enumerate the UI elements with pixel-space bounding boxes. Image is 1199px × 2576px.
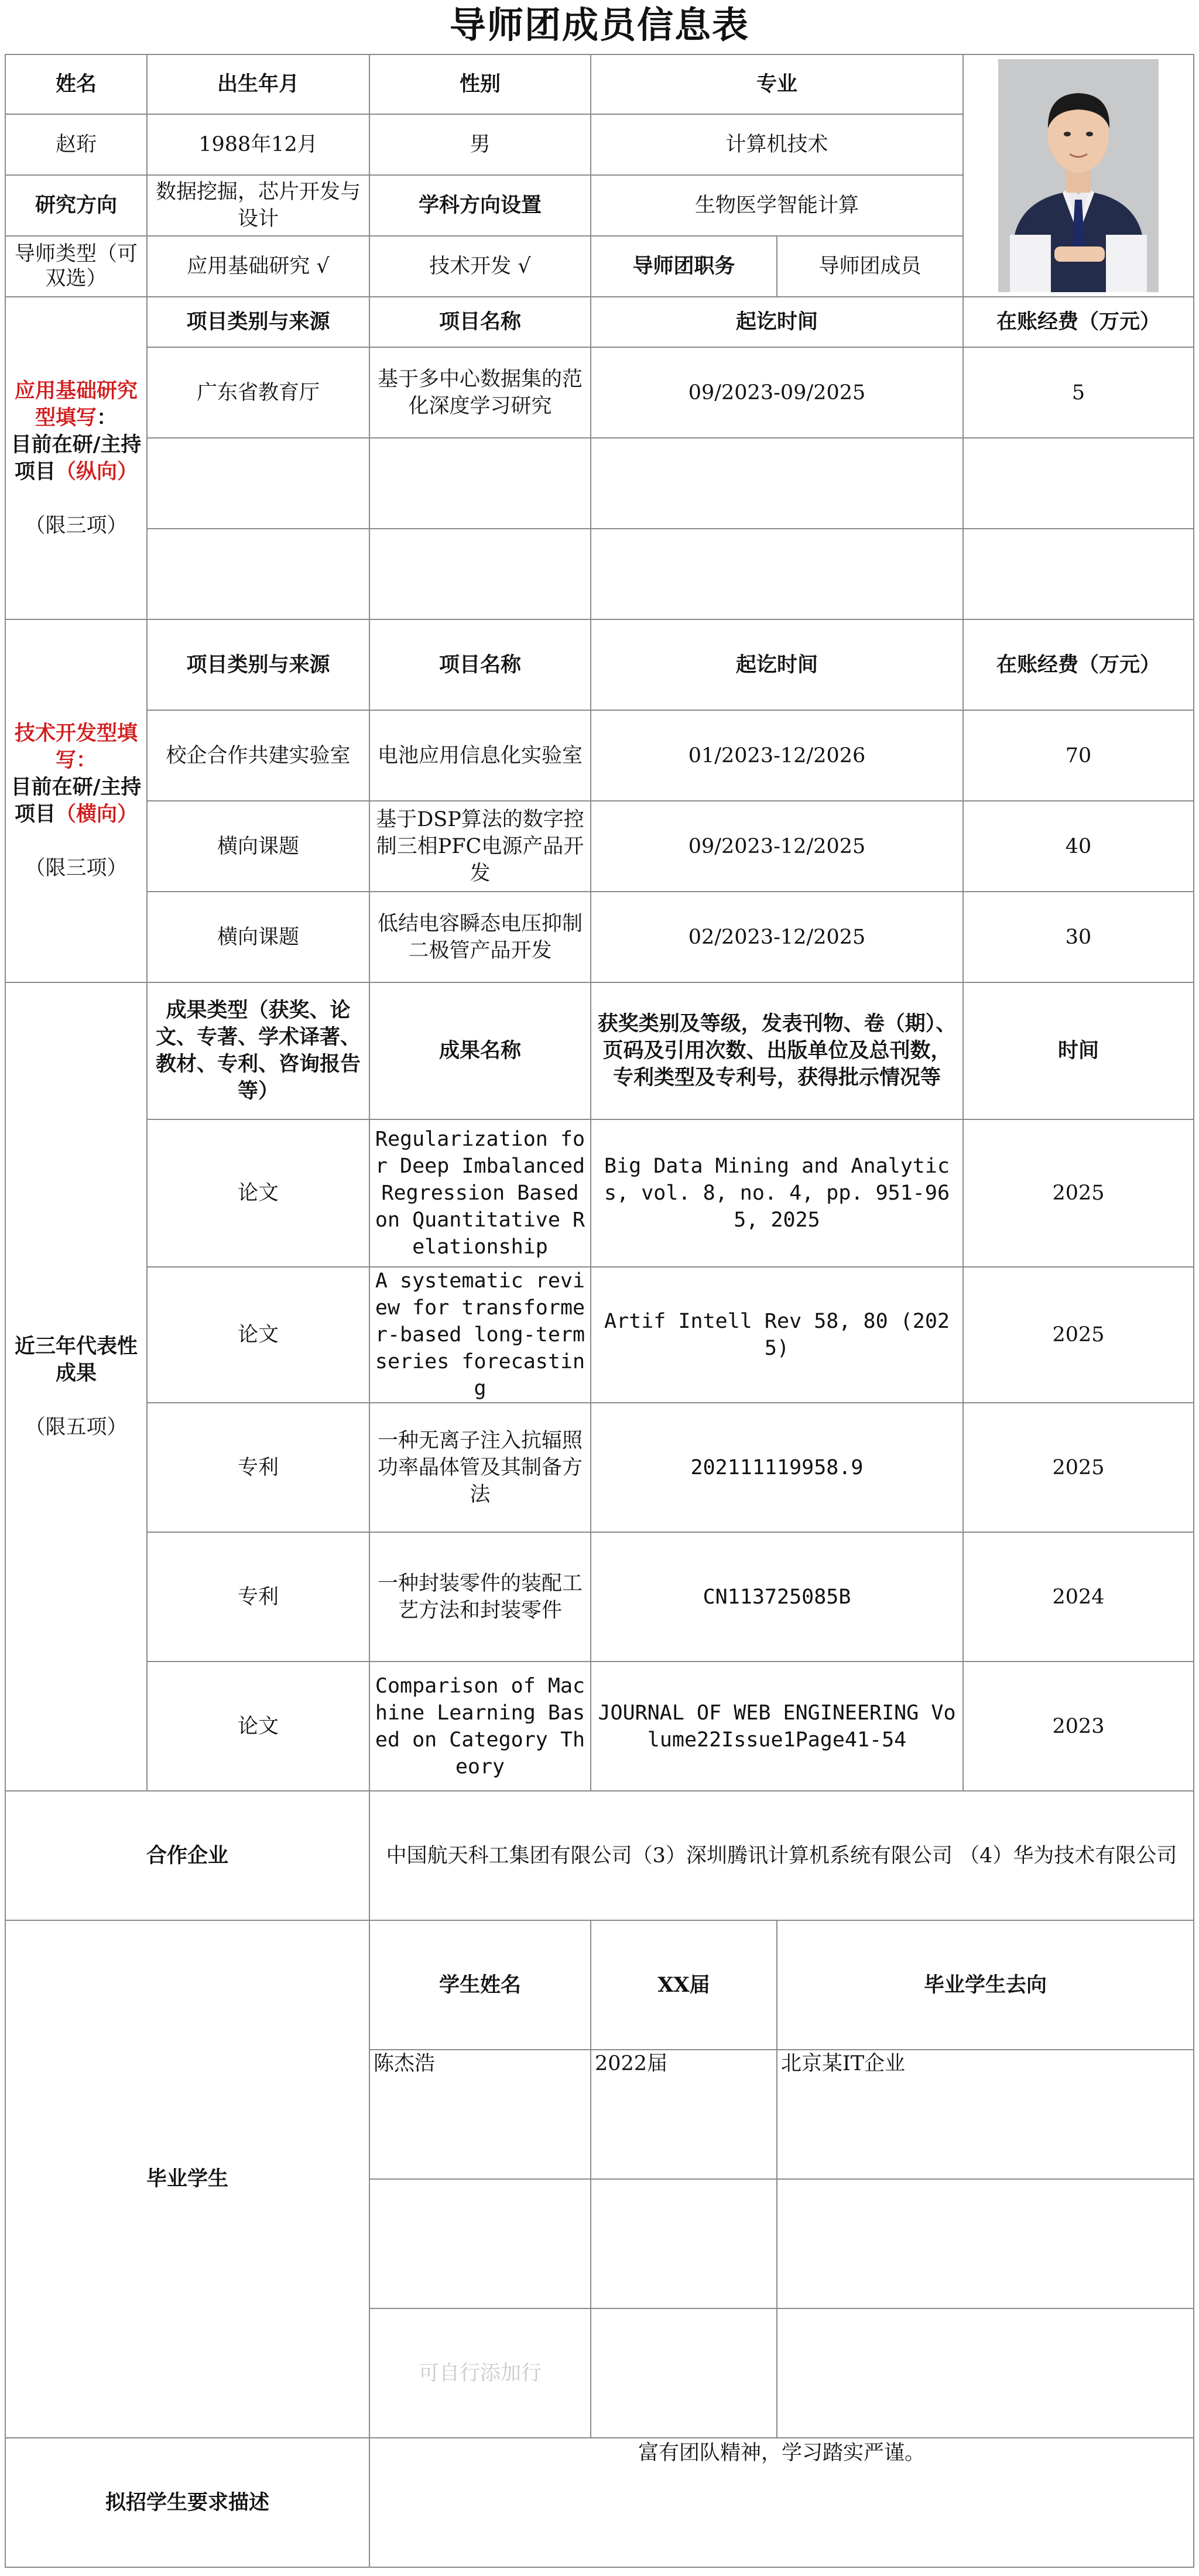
discipline-header: 学科方向设置	[369, 175, 591, 236]
achievements-label	[5, 982, 147, 1791]
info-table	[5, 54, 1194, 2568]
applied-label-colon: ：	[97, 405, 118, 430]
achievements-limit: （限五项）	[25, 1415, 128, 1439]
grad-year: 2022届	[591, 2050, 777, 2179]
tech-name: 基于DSP算法的数字控制三相PFC电源产品开发	[369, 801, 591, 892]
major-header: 专业	[591, 54, 963, 114]
ach-name: Comparison of Machine Learning Based on Category Theory	[369, 1662, 591, 1791]
applied-col-funds: 在账经费（万元）	[963, 297, 1194, 347]
member-photo	[998, 59, 1159, 292]
graduates-label: 毕业学生	[5, 1920, 369, 2438]
table-row	[5, 1119, 1194, 1267]
applied-funds	[963, 438, 1194, 529]
grad-col-name: 学生姓名	[369, 1920, 591, 2050]
ach-name: Regularization for Deep Imbalanced Regression Based on Quantitative Relationship	[369, 1119, 591, 1267]
grad-destination: 北京某IT企业	[777, 2050, 1194, 2179]
ach-detail: 202111119958.9	[591, 1403, 963, 1532]
gender-value: 男	[369, 114, 591, 175]
ach-col-type: 成果类型（获奖、论文、专著、学术译著、教材、专利、咨询报告等）	[147, 982, 369, 1119]
birth-header: 出生年月	[147, 54, 369, 114]
table-row	[5, 801, 1194, 892]
grad-year	[591, 2179, 777, 2308]
tech-label-black: 目前在研/主持项目	[11, 775, 142, 826]
applied-funds	[963, 529, 1194, 619]
partners-label: 合作企业	[5, 1791, 369, 1920]
name-header: 姓名	[5, 54, 147, 114]
applied-col-period: 起讫时间	[591, 297, 963, 347]
birth-value: 1988年12月	[147, 114, 369, 175]
table-row	[5, 892, 1194, 982]
applied-name	[369, 529, 591, 619]
ach-col-detail: 获奖类别及等级，发表刊物、卷（期）、页码及引用次数、出版单位及总刊数，专利类型及专利号，获得批示情况等	[591, 982, 963, 1119]
tech-period: 01/2023-12/2026	[591, 710, 963, 801]
tech-name: 低结电容瞬态电压抑制二极管产品开发	[369, 892, 591, 982]
grad-year	[591, 2308, 777, 2438]
achievements-label-text: 近三年代表性成果	[14, 1334, 138, 1385]
ach-detail: JOURNAL OF WEB ENGINEERING Volume22Issue1Page41-54	[591, 1662, 963, 1791]
grad-destination	[777, 2179, 1194, 2308]
tech-label	[5, 619, 147, 982]
tech-funds: 30	[963, 892, 1194, 982]
tech-col-funds: 在账经费（万元）	[963, 619, 1194, 710]
grad-col-destination: 毕业学生去向	[777, 1920, 1194, 2050]
table-row	[5, 1662, 1194, 1791]
table-row	[5, 1403, 1194, 1532]
applied-label	[5, 297, 147, 619]
tech-funds: 70	[963, 710, 1194, 801]
role-value: 导师团成员	[777, 236, 963, 297]
grad-name	[369, 2179, 591, 2308]
table-row	[5, 710, 1194, 801]
applied-period	[591, 438, 963, 529]
ach-name: 一种封装零件的装配工艺方法和封装零件	[369, 1532, 591, 1662]
research-header: 研究方向	[5, 175, 147, 236]
table-row	[5, 529, 1194, 619]
partners-text: 中国航天科工集团有限公司（3）深圳腾讯计算机系统有限公司 （4）华为技术有限公司	[369, 1791, 1194, 1920]
applied-label-red: 应用基础研究型填写	[14, 378, 138, 430]
ach-detail: Big Data Mining and Analytics, vol. 8, no. 4, pp. 951-965, 2025	[591, 1119, 963, 1267]
applied-source	[147, 529, 369, 619]
table-row	[5, 1267, 1194, 1403]
tech-limit: （限三项）	[25, 857, 128, 880]
ach-type: 论文	[147, 1119, 369, 1267]
ach-type: 专利	[147, 1403, 369, 1532]
tech-period: 02/2023-12/2025	[591, 892, 963, 982]
type-applied: 应用基础研究 √	[147, 236, 369, 297]
tech-source: 横向课题	[147, 892, 369, 982]
ach-time: 2025	[963, 1403, 1194, 1532]
tech-funds: 40	[963, 801, 1194, 892]
tech-period: 09/2023-12/2025	[591, 801, 963, 892]
photo-cell	[963, 54, 1194, 297]
table-row	[5, 438, 1194, 529]
type-tech: 技术开发 √	[369, 236, 591, 297]
requirements-label: 拟招学生要求描述	[5, 2438, 369, 2567]
ach-detail: Artif Intell Rev 58, 80 (2025)	[591, 1267, 963, 1403]
grad-name: 陈杰浩	[369, 2050, 591, 2179]
ach-type: 专利	[147, 1532, 369, 1662]
applied-period: 09/2023-09/2025	[591, 347, 963, 438]
research-value: 数据挖掘，芯片开发与设计	[147, 175, 369, 236]
applied-col-name: 项目名称	[369, 297, 591, 347]
ach-col-name: 成果名称	[369, 982, 591, 1119]
info-table-frame	[5, 54, 1193, 2571]
ach-time: 2025	[963, 1267, 1194, 1403]
ach-detail: CN113725085B	[591, 1532, 963, 1662]
applied-name: 基于多中心数据集的范化深度学习研究	[369, 347, 591, 438]
grad-destination	[777, 2308, 1194, 2438]
name-value: 赵珩	[5, 114, 147, 175]
ach-time: 2024	[963, 1532, 1194, 1662]
ach-name: 一种无离子注入抗辐照功率晶体管及其制备方法	[369, 1403, 591, 1532]
applied-funds: 5	[963, 347, 1194, 438]
grad-col-year: XX届	[591, 1920, 777, 2050]
ach-col-time: 时间	[963, 982, 1194, 1119]
ach-time: 2023	[963, 1662, 1194, 1791]
tech-source: 校企合作共建实验室	[147, 710, 369, 801]
tech-name: 电池应用信息化实验室	[369, 710, 591, 801]
discipline-value: 生物医学智能计算	[591, 175, 963, 236]
page-title: 导师团成员信息表	[449, 4, 749, 46]
applied-name	[369, 438, 591, 529]
add-row-hint: 可自行添加行	[369, 2308, 591, 2438]
ach-type: 论文	[147, 1662, 369, 1791]
applied-period	[591, 529, 963, 619]
ach-name: A systematic review for transformer-based long-term series forecasting	[369, 1267, 591, 1403]
gender-header: 性别	[369, 54, 591, 114]
tech-source: 横向课题	[147, 801, 369, 892]
tech-label-red: 技术开发型填写：	[14, 721, 138, 772]
requirements-text: 富有团队精神，学习踏实严谨。	[369, 2438, 1194, 2567]
ach-time: 2025	[963, 1119, 1194, 1267]
tech-col-source: 项目类别与来源	[147, 619, 369, 710]
applied-label-vertical: （纵向）	[56, 459, 138, 484]
tech-col-period: 起讫时间	[591, 619, 963, 710]
table-row	[5, 1532, 1194, 1662]
type-header: 导师类型（可双选）	[5, 236, 147, 297]
ach-type: 论文	[147, 1267, 369, 1403]
major-value: 计算机技术	[591, 114, 963, 175]
tech-label-horizontal: （横向）	[56, 802, 138, 826]
applied-source: 广东省教育厅	[147, 347, 369, 438]
tech-col-name: 项目名称	[369, 619, 591, 710]
table-row	[5, 347, 1194, 438]
applied-limit: （限三项）	[25, 513, 128, 537]
applied-label-black: 目前在研/主持项目	[11, 432, 142, 484]
applied-source	[147, 438, 369, 529]
role-header: 导师团职务	[591, 236, 777, 297]
applied-col-source: 项目类别与来源	[147, 297, 369, 347]
